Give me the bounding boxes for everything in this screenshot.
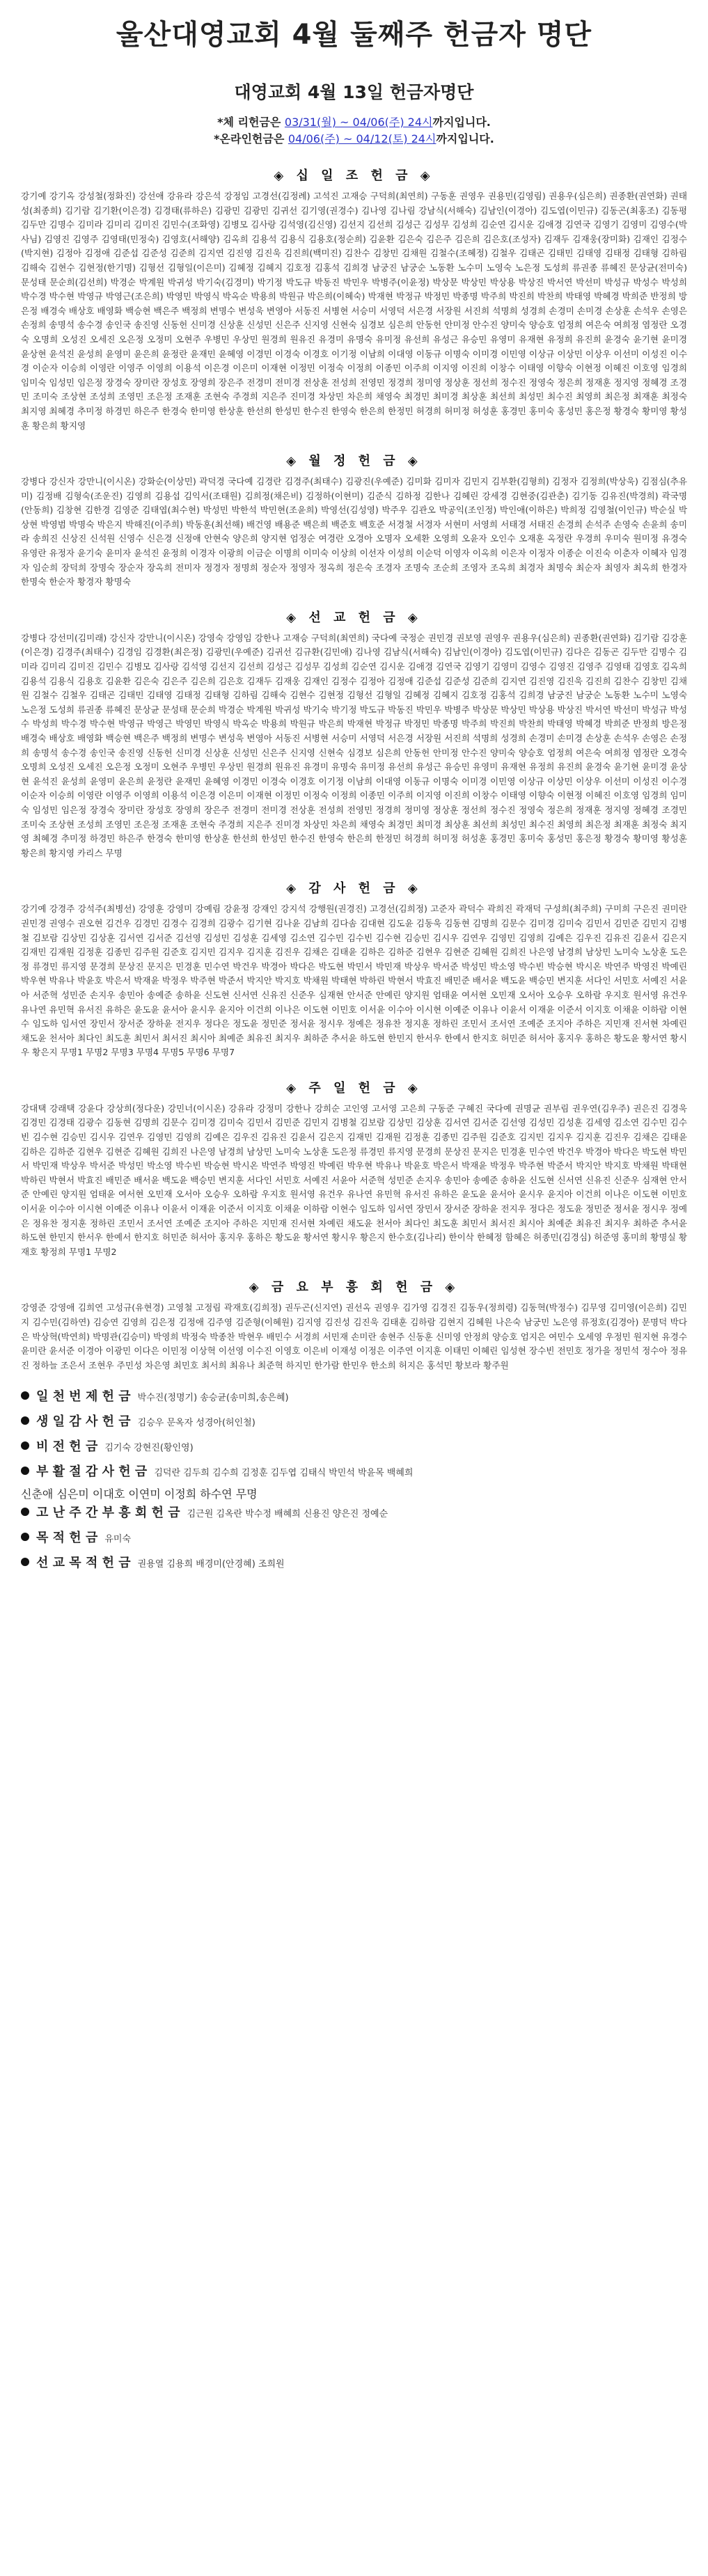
special-names: 김승우 문옥자 성경아(허인철) — [137, 1418, 255, 1429]
special-names: 김기숙 강현진(황인영) — [104, 1443, 194, 1454]
section-thanks — [21, 878, 687, 1060]
special-names-continued: 신춘애 심은미 이대호 이연미 이정희 하수연 무명 — [21, 1487, 258, 1501]
notice-line-1-suffix: 까지입니다. — [432, 116, 491, 129]
notice-line-1-date: 03/31(월) ~ 04/06(주) 24시 — [284, 116, 433, 129]
notice-line-2-suffix: 까지입니다. — [436, 132, 494, 145]
bullet-icon — [21, 1533, 29, 1541]
notice-line-2 — [21, 131, 687, 148]
bullet-icon — [21, 1558, 29, 1566]
page-title: 울산대영교회 4월 둘째주 헌금자 명단 — [116, 19, 592, 51]
bullet-icon — [21, 1508, 29, 1516]
special-label: 고 난 주 간 부 흥 회 헌 금 — [36, 1506, 180, 1521]
special-item — [21, 1526, 687, 1551]
section-title-mission: ◈ 선 교 헌 금 ◈ — [286, 610, 422, 625]
special-item — [21, 1501, 687, 1526]
section-monthly — [21, 451, 687, 590]
notice-line-2-prefix: *온라인헌금은 — [214, 132, 288, 145]
special-names: 유미숙 — [104, 1534, 132, 1545]
special-names: 김근원 김옥란 박수정 배혜희 신용진 양은진 정예순 — [187, 1509, 388, 1520]
section-tithe — [21, 166, 687, 433]
bullet-icon — [21, 1391, 29, 1400]
special-label: 비 전 헌 금 — [36, 1439, 98, 1455]
section-title-monthly: ◈ 월 정 헌 금 ◈ — [286, 454, 422, 469]
section-title-sunday: ◈ 주 일 헌 금 ◈ — [286, 1080, 422, 1096]
section-friday-revival — [21, 1277, 687, 1373]
notice — [21, 114, 687, 148]
page-subtitle: 대영교회 4월 13일 헌금자명단 — [234, 82, 474, 102]
section-body-thanks: 강기예 강경주 강석주(최병선) 강영훈 강영미 강예림 강윤정 강재인 강지석 강행원(권경진) 고경선(김희정) 고준자 곽덕수 곽희진 곽재덕 구성희(최주희) 구미희 구은진 권미란 권민경 권영수 권오현 김건우 김경민 김경수 김경희 김광수 김기현 김나윤 김남희 김다솜 김대현 김도윤 김동욱 김동현 김명희 김문수 김미경 김미숙 김민서 김민준 김민지 김병철 김보람 김상민 김상훈 김서연 김서준 김선영 김성민 김성훈 김세영 김소연 김수민 김수빈 김수현 김승민 김시우 김연우 김영민 김영희 김예은 김우진 김유진 김윤서 김은지 김재민 김재원 김정훈 김종민 김주원 김준호 김지민 김지우 김지훈 김진우 김채은 김태윤 김하은 김하준 김현우 김현준 김혜원 김희진 나은영 남경희 남상민 노미숙 노상훈 도은정 류경민 류지영 문경희 문상진 문지은 민경훈 민수연 박건우 박경아 박다은 박도현 박민서 박민재 박상우 박서준 박성민 박소영 박수빈 박승현 박시온 박연주 박영진 박예린 박우현 박유나 박윤호 박은서 박재윤 박정우 박주현 박준서 박지안 박지호 박채원 박태현 박하린 박현서 박효진 배민준 배서윤 백도윤 백승민 변지훈 서다인 서민호 서예진 서윤아 서준혁 성민준 손지우 송민아 송예준 송하윤 신도현 신서연 신유진 신준우 심재현 안서준 안예린 양지원 엄태윤 여서현 오민재 오서아 오승우 오하람 우지호 원서영 유건우 유나연 유민혁 유서진 유하은 윤도윤 윤서아 윤시우 윤지아 이건희 이나은 이도현 이민호 이서윤 이수아 이시현 이예준 이유나 이윤서 이재윤 이준서 이지호 이채윤 이하람 이현수 임도하 임서연 장민서 장서준 장하윤 전지우 정다은 정도윤 정민준 정서윤 정시우 정예은 정유찬 정지훈 정하린 조민서 조서연 조예준 조지아 주하은 지민재 진서현 차예린 채도윤 천서아 최다인 최도훈 최민서 최서진 최시아 최예준 최유진 최지우 최하준 추서윤 하도현 한민지 한서우 한예서 한지호 허민준 허서아 홍지우 홍하은 황도윤 황서연 황시우 황은지 무명1 무명2 무명3 무명4 무명5 무명6 무명7 — [21, 903, 687, 1058]
special-item — [21, 1435, 687, 1460]
special-label: 부 활 절 감 사 헌 금 — [36, 1464, 148, 1480]
special-offerings — [21, 1385, 687, 1577]
section-body-monthly: 강병다 강신자 강만니(이시온) 강화순(이상민) 곽덕경 국다예 김경란 김경주(최태수) 김광진(우예준) 김미화 김미자 김민지 김부환(김형희) 김정자 김정희(박상욱) 김점심(추유미) 김정배 김형숙(조운진) 김영희 김용섭 김익서(조태원) 김희정(채은비) 김정하(이현미) 김준식 김하정 김한나 김혜린 강세경 김현중(김관춘) 김기동 김유진(박경희) 곽국명(안동희) 김창현 김한경 김영준 김태엽(최수현) 박성민 박한석 박민현(조윤희) 박영선(김성영) 박주우 김관오 박공익(조인정) 박인애(이하은) 박희정 김영철(이인규) 박순실 박상현 박영범 박명숙 박은지 박해진(이주희) 박동훈(최선해) 배건영 배용준 백은희 백준호 백호준 서경철 서경자 서현미 서영희 서태경 서태진 손경희 손석주 손영숙 손윤희 송미라 송희진 신상진 신석원 신영수 신은경 신정애 안현숙 양은희 양지현 엄정순 여경란 오경아 오명자 오세환 오영희 오윤자 오인수 오재훈 옥정란 우경희 우미숙 원미정 유경숙 유영란 유정자 윤기숙 윤미자 윤석진 윤정희 이경자 이광희 이금순 이명희 이미숙 이상희 이선자 이성희 이순덕 이영자 이옥희 이은자 이정자 이종순 이진숙 이춘자 이혜자 임경자 임순희 장덕희 장명숙 장순자 장옥희 전미자 정경자 정명희 정순자 정영자 정옥희 정은숙 조경자 조명숙 조순희 조영자 조옥희 최경자 최명숙 최순자 최영자 최옥희 한경자 한명숙 한순자 황경자 황명숙 — [21, 476, 687, 587]
section-sunday — [21, 1078, 687, 1260]
special-item — [21, 1410, 687, 1435]
bullet-icon — [21, 1467, 29, 1475]
special-label: 일 천 번 제 헌 금 — [36, 1389, 131, 1405]
section-title-tithe: ◈ 십 일 조 헌 금 ◈ — [274, 168, 434, 183]
special-label: 목 적 헌 금 — [36, 1531, 98, 1546]
special-item — [21, 1385, 687, 1410]
special-item — [21, 1460, 687, 1501]
special-item — [21, 1551, 687, 1577]
notice-line-1-prefix: *체 리헌금은 — [217, 116, 285, 129]
section-body-sunday: 강대택 강래택 강윤다 강상희(정다운) 강민너(이시온) 강유라 강정미 강한나 강희순 고인영 고서영 고은희 구동준 구혜진 국다예 권명균 권부림 권우연(김우주) 권은진 김경욱 김경민 김경태 김광수 김동현 김명희 김문수 김미경 김미숙 김민서 김민준 김민지 김병철 김보람 김상민 김상훈 김서연 김서준 김선영 김성민 김성훈 김세영 김소연 김수민 김수빈 김수현 김승민 김시우 김연우 김영민 김영희 김예은 김우진 김유진 김윤서 김은지 김재민 김재원 김정훈 김종민 김주원 김준호 김지민 김지우 김지훈 김진우 김채은 김태윤 김하은 김하준 김현우 김현준 김혜원 김희진 나은영 남경희 남상민 노미숙 노상훈 도은정 류경민 류지영 문경희 문상진 문지은 민경훈 민수연 박건우 박경아 박다은 박도현 박민서 박민재 박상우 박서준 박성민 박소영 박수빈 박승현 박시온 박연주 박영진 박예린 박우현 박유나 박윤호 박은서 박재윤 박정우 박주현 박준서 박지안 박지호 박채원 박태현 박하린 박현서 박효진 배민준 배서윤 백도윤 백승민 변지훈 서다인 서민호 서예진 서윤아 서준혁 성민준 손지우 송민아 송예준 송하윤 신도현 신서연 신유진 신준우 심재현 안서준 안예린 양지원 엄태윤 여서현 오민재 오서아 오승우 오하람 우지호 원서영 유건우 유나연 유민혁 유서진 유하은 윤도윤 윤서아 윤시우 윤지아 이건희 이나은 이도현 이민호 이서윤 이수아 이시현 이예준 이유나 이윤서 이재윤 이준서 이지호 이채윤 이하람 이현수 임도하 임서연 장민서 장서준 장하윤 전지우 정다은 정도윤 정민준 정서윤 정시우 정예은 정유찬 정지훈 정하린 조민서 조서연 조예준 조지아 주하은 지민재 진서현 차예린 채도윤 천서아 최다인 최도훈 최민서 최서진 최시아 최예준 최유진 최지우 최하준 추서윤 하도현 한민지 한서우 한예서 한지호 허민준 허서아 홍지우 홍하은 황도윤 황서연 황시우 황은지 한수호(김나리) 한이삭 한혜정 함혜은 허종민(김경심) 허준영 홍미희 황명실 황재호 황정희 무명1 무명2 — [21, 1103, 687, 1257]
special-names: 김덕란 김두희 김수희 김정훈 김두엽 김태식 박민석 박윤목 백혜희 — [154, 1468, 414, 1479]
section-title-friday-revival: ◈ 금 요 부 흥 회 헌 금 ◈ — [249, 1280, 459, 1295]
special-label: 선 교 목 적 헌 금 — [36, 1556, 131, 1571]
special-names: 박수진(정명기) 송승균(송미희,송은혜) — [137, 1393, 289, 1404]
special-label: 생 일 감 사 헌 금 — [36, 1414, 131, 1430]
section-body-mission: 강병다 강선미(김미래) 강신자 강만니(이시온) 강영숙 강영임 강한나 고재승 구덕희(최연희) 국다예 국정순 권민경 권보영 권영우 권용우(심은희) 권종환(권연화) 김기람 김강훈(이은경) 김경주(최태수) 김경임 김경환(최은정) 김광민(우예준) 김귀선 김규환(김민애) 김나영 김남식(서해숙) 김남인(이경아) 김도엽(이민규) 김다은 김동곤 김두만 김명수 김미라 김미리 김미진 김민수 김병모 김사랑 김석영 김선지 김선희 김성근 김성무 김성희 김순연 김시운 김애경 김연국 김영기 김영미 김영수 김영진 김영주 김영태 김영호 김옥희 김용석 김용식 김용호 김윤환 김은숙 김은주 김은희 김은호 김재두 김재웅 김재인 김정수 김정아 김정애 김준섭 김준성 김준희 김지연 김진영 김진욱 김진희 김찬수 김창민 김채원 김철수 김철우 김태곤 김태민 김태영 김태정 김태형 김하림 김해숙 김현수 김현정 김형선 김형일 김혜정 김혜지 김호정 김홍석 김희경 남궁진 남궁순 노동환 노수미 노영숙 노은정 도성희 류권종 류혜진 문상균 문성태 문순희 박경순 박계원 박귀성 박기숙 박기정 박도규 박동진 박민우 박병주 박상문 박상민 박상용 박상진 박서연 박선미 박성규 박성수 박성희 박수경 박수현 박영규 박영근 박영민 박영식 박옥순 박용희 박원규 박은희 박재현 박정규 박정민 박종명 박주희 박진희 박찬희 박태영 박혜경 박희준 반정희 방은정 배경숙 배상호 배영화 백승현 백은주 백정희 변명수 변성욱 변영아 서동진 서병현 서승미 서영덕 서은경 서장원 서진희 석명희 성경희 손경미 손미경 손상훈 손석우 손영은 손정희 송명석 송수경 송인국 송진영 신동헌 신미경 신상훈 신성민 신은주 신지영 신현숙 심경보 심은희 안동헌 안미정 안수진 양미숙 양승호 엄정희 여은숙 여희정 염정란 오경숙 오명희 오성진 오세진 오은정 오정미 오현주 우병민 우상민 원경희 원유진 유경미 유명숙 유미정 유선희 유성근 유승민 유영미 유재현 유정희 유진희 윤경숙 윤기현 윤미경 윤상현 윤석진 윤성희 윤영미 윤은희 윤정란 윤재민 윤혜영 이경민 이경숙 이경호 이기정 이남희 이대영 이동규 이명숙 이미경 이민영 이상규 이상민 이상우 이선미 이성진 이수경 이순자 이승희 이영란 이영주 이영희 이용석 이은경 이은미 이재현 이정민 이정숙 이정희 이종민 이주희 이지영 이진희 이창수 이태영 이향숙 이현정 이혜진 이호영 임경희 임미숙 임성민 임은정 장경숙 장미란 장성호 장영희 장은주 전경미 전미경 전상훈 전성희 전영민 정경희 정미영 정상훈 정선희 정수진 정영숙 정은희 정재훈 정지영 정혜경 조경민 조미숙 조상현 조성희 조영민 조은정 조재훈 조현숙 주경희 지은주 진미경 차상민 차은희 채영숙 최경민 최미경 최상훈 최선희 최성민 최수진 최영희 최은정 최재훈 최정숙 최지영 최혜경 추미정 하경민 하은주 한경숙 한미영 한상훈 한선희 한성민 한수진 한영숙 한은희 한정민 허경희 허미정 허성훈 홍경민 홍미숙 홍성민 홍은정 황경숙 황미영 황성훈 황은희 황지영 카리스 무명 — [21, 632, 687, 858]
section-mission — [21, 608, 687, 861]
section-body-friday-revival: 강영준 강영애 김희연 고성규(유현경) 고영철 고정림 곽재호(김희정) 권두곤(신지연) 권선옥 권영우 김가영 김경진 김동우(정희령) 김동혁(박정수) 김무영 김미영(이은희) 김민지 김수민(김하연) 김승연 김영희 김은정 김정애 김주영 김준형(이혜원) 김지영 김진성 김진욱 김태훈 김하람 김현지 김혜원 나은숙 남궁민 노은영 류정호(김경아) 문명덕 박다은 박상혁(박연희) 박명관(김승미) 박영희 박정숙 박종찬 박현우 배민수 서경희 서민재 손미란 송현주 신동훈 신미영 안정희 양승호 엄지은 여민수 오세영 우정민 원지현 유경수 윤미란 윤서준 이경아 이광민 이다은 이민정 이상혁 이선영 이수진 이영호 이은비 이재성 이정은 이주연 이지훈 이태민 이혜린 임성현 장수빈 전민호 정가을 정민석 정수아 정유진 정하늘 조은서 조현우 주민성 차은영 최민호 최서희 최유나 최준혁 하지민 한가람 한민우 한소희 허지은 홍석민 황보라 황주원 — [21, 1302, 687, 1370]
section-body-tithe: 강기예 강기옥 강성철(정화진) 강선애 강유라 강은석 강정임 고경선(김정례) 고석진 고재승 구덕희(최연희) 구동훈 권영우 권용민(김영림) 권용우(심은희) 권종환(권연화) 권태성(최종희) 김기람 김기환(이은경) 김경태(류하은) 김광민 김광민 김귀선 김기영(권경수) 김나영 김나림 강남식(서해숙) 김남인(이경아) 김도엽(이민규) 김동곤(최홍조) 김동평 김두만 김명수 김미라 김미리 김미진 김민수(조화영) 김병모 김사랑 김석영(김신영) 김선지 김선희 김성근 김성무 김성희 김순연 김시운 김애경 김연국 김영기 김영미 김영수(박사님) 김영진 김영주 김영태(민정숙) 김영호(서해양) 김옥희 김용석 김용식 김용호(정순희) 김윤환 김은숙 김은주 김은희 김은호(조성자) 김재두 김재웅(장미화) 김재인 김정수(박지현) 김정아 김정애 김준섭 김준성 김준희 김지연 김진영 김진욱 김진희(백미진) 김찬수 김창민 김채원 김철수(조혜정) 김철우 김태곤 김태민 김태영 김태정 김태형 김하림 김해숙 김현수 김현정(한기명) 김형선 김형일(이은미) 김혜정 김혜지 김호정 김홍석 김희경 남궁진 남궁순 노동환 노수미 노영숙 노은정 도성희 류권종 류혜진 문상균(전미숙) 문성태 문순희(김선희) 박경순 박계원 박귀성 박기숙(김경미) 박기정 박도규 박동진 박민우 박병주(이윤정) 박상문 박상민 박상용 박상진 박서연 박선미 박성규 박성수 박성희 박수경 박수현 박영규 박영근(조은희) 박영민 박영식 박옥순 박용희 박원규 박은희(이혜숙) 박재현 박정규 박정민 박종명 박주희 박진희 박찬희 박태영 박혜경 박희준 반정희 방은정 배경숙 배상호 배영화 백승현 백은주 백정희 변명수 변성욱 변영아 서동진 서병현 서승미 서영덕 서은경 서장원 서진희 석명희 성경희 손경미 손미경 손상훈 손석우 손영은 손정희 송명석 송수경 송인국 송진영 신동헌 신미경 신상훈 신성민 신은주 신지영 신현숙 심경보 심은희 안동헌 안미정 안수진 양미숙 양승호 엄정희 여은숙 여희정 염정란 오경숙 오명희 오성진 오세진 오은정 오정미 오현주 우병민 우상민 원경희 원유진 유경미 유명숙 유미정 유선희 유성근 유승민 유영미 유재현 유정희 유진희 윤경숙 윤기현 윤미경 윤상현 윤석진 윤성희 윤영미 윤은희 윤정란 윤재민 윤혜영 이경민 이경숙 이경호 이기정 이남희 이대영 이동규 이명숙 이미경 이민영 이상규 이상민 이상우 이선미 이성진 이수경 이순자 이승희 이영란 이영주 이영희 이용석 이은경 이은미 이재현 이정민 이정숙 이정희 이종민 이주희 이지영 이진희 이창수 이태영 이향숙 이현정 이혜진 이호영 임경희 임미숙 임성민 임은정 장경숙 장미란 장성호 장영희 장은주 전경미 전미경 전상훈 전성희 전영민 정경희 정미영 정상훈 정선희 정수진 정영숙 정은희 정재훈 정지영 정혜경 조경민 조미숙 조상현 조성희 조영민 조은정 조재훈 조현숙 주경희 지은주 진미경 차상민 차은희 채영숙 최경민 최미경 최상훈 최선희 최성민 최수진 최영희 최은정 최재훈 최정숙 최지영 최혜경 추미정 하경민 하은주 한경숙 한미영 한상훈 한선희 한성민 한수진 한영숙 한은희 한정민 허경희 허미정 허성훈 홍경민 홍미숙 홍성민 홍은정 황경숙 황미영 황성훈 황은희 황지영 — [21, 191, 687, 431]
bullet-icon — [21, 1441, 29, 1450]
special-names: 권용열 김용희 배경미(안경혜) 조희원 — [137, 1559, 285, 1570]
section-title-thanks: ◈ 감 사 헌 금 ◈ — [286, 881, 422, 896]
bullet-icon — [21, 1416, 29, 1425]
notice-line-2-date: 04/06(주) ~ 04/12(토) 24시 — [288, 132, 436, 145]
notice-line-1 — [21, 114, 687, 131]
